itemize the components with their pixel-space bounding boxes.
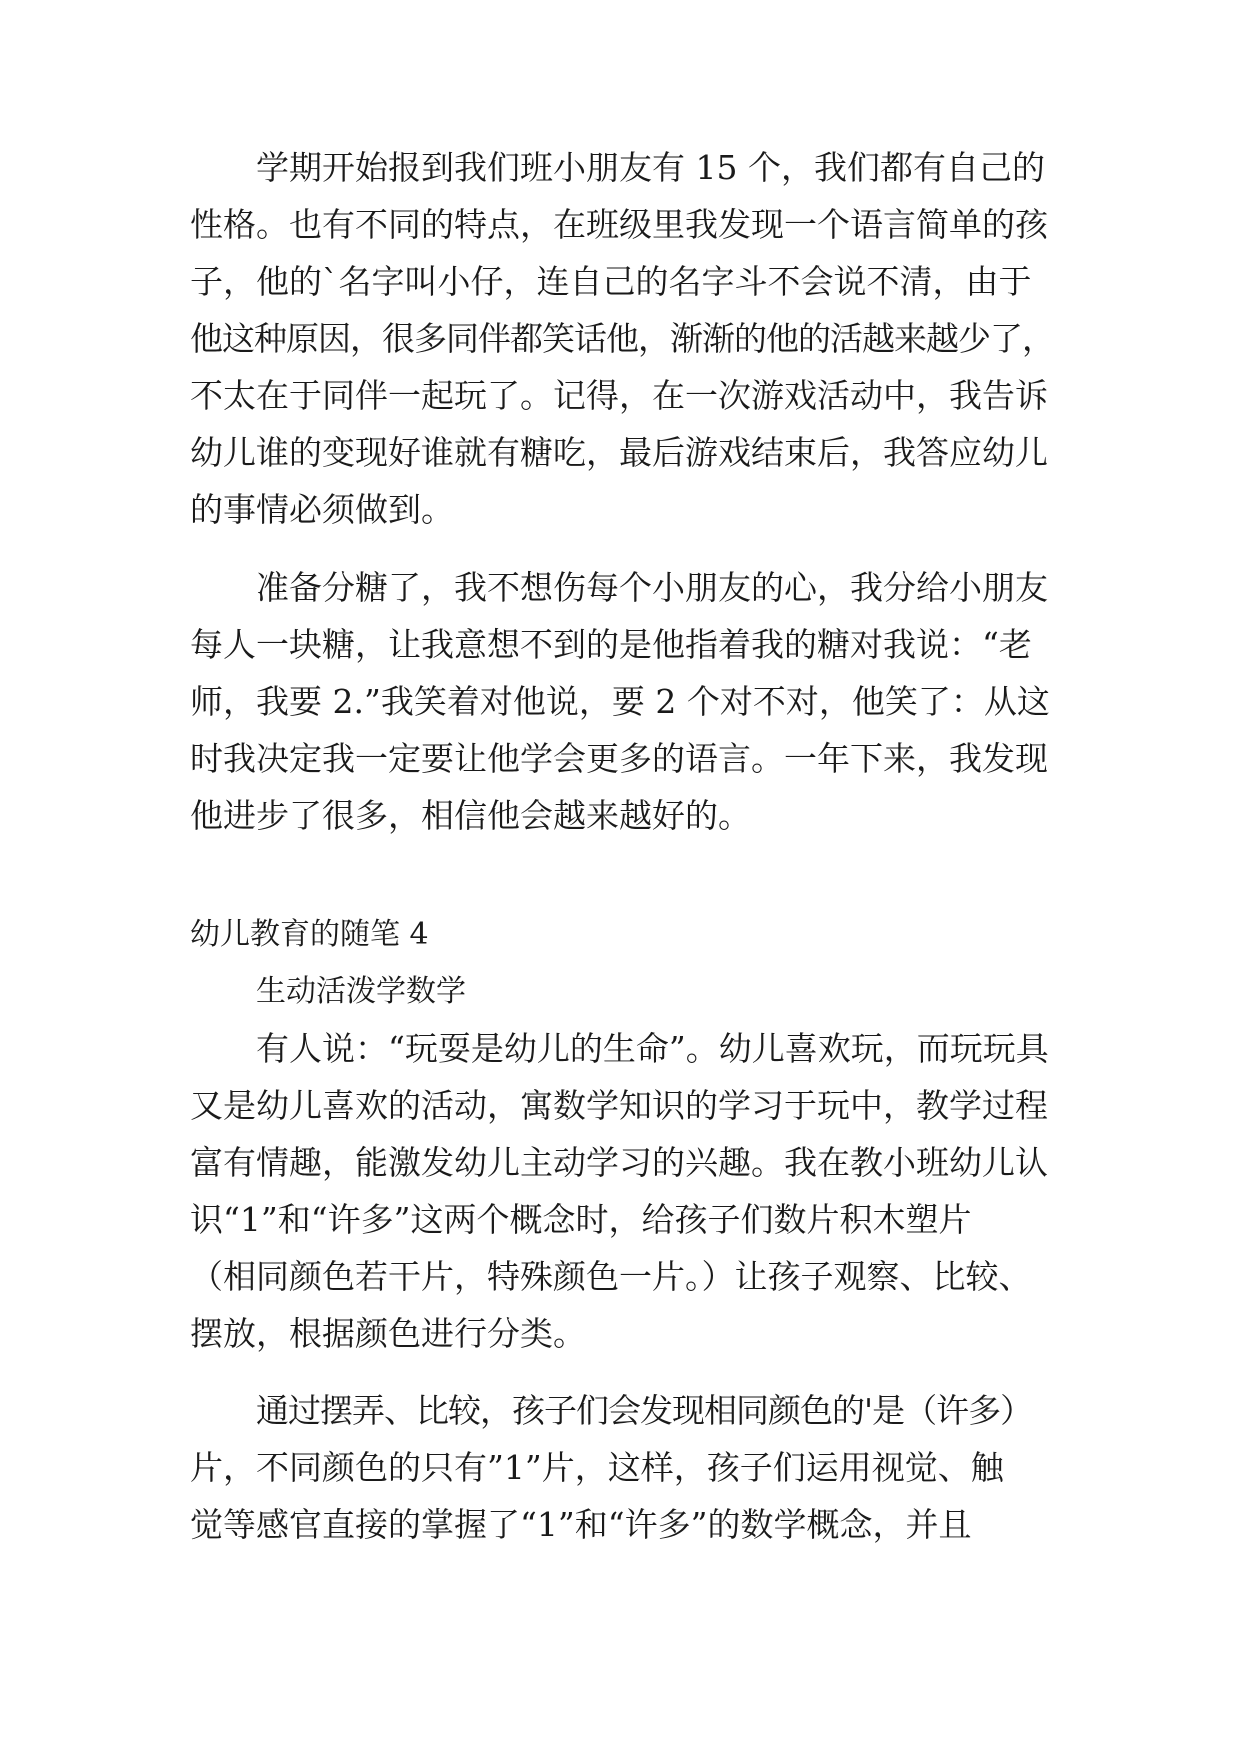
paragraph-3-line-6: 摆放，根据颜色进行分类。 xyxy=(190,1314,586,1353)
paragraph-3-line-3: 富有情趣，能激发幼儿主动学习的兴趣。我在教小班幼儿认 xyxy=(190,1143,1048,1182)
paragraph-1-line-3: 子，他的`名字叫小仔，连自己的名字斗不会说不清，由于 xyxy=(190,262,1032,301)
paragraph-1-line-5: 不太在于同伴一起玩了。记得，在一次游戏活动中，我告诉 xyxy=(190,376,1048,415)
paragraph-3-line-2: 又是幼儿喜欢的活动，寓数学知识的学习于玩中，教学过程 xyxy=(190,1086,1048,1125)
paragraph-2-line-2: 每人一块糖，让我意想不到的是他指着我的糖对我说：“老 xyxy=(190,625,1032,664)
paragraph-3-line-4: 识“1”和“许多”这两个概念时，给孩子们数片积木塑片 xyxy=(190,1200,972,1239)
paragraph-4-line-2: 片，不同颜色的只有”1”片，这样，孩子们运用视觉、触 xyxy=(190,1448,1004,1487)
paragraph-1-line-6: 幼儿谁的变现好谁就有糖吃，最后游戏结束后，我答应幼儿 xyxy=(190,433,1048,472)
paragraph-2-line-4: 时我决定我一定要让他学会更多的语言。一年下来，我发现 xyxy=(190,739,1048,778)
paragraph-2-line-1: 准备分糖了，我不想伤每个小朋友的心，我分给小朋友 xyxy=(256,568,1048,607)
paragraph-4-line-1: 通过摆弄、比较，孩子们会发现相同颜色的'是（许多） xyxy=(256,1391,1033,1430)
paragraph-2-line-3: 师，我要 2.”我笑着对他说，要 2 个对不对，他笑了：从这 xyxy=(190,682,1050,721)
paragraph-4-line-3: 觉等感官直接的掌握了“1”和“许多”的数学概念，并且 xyxy=(190,1505,972,1544)
paragraph-1-line-2: 性格。也有不同的特点，在班级里我发现一个语言简单的孩 xyxy=(190,205,1048,244)
section-heading: 幼儿教育的随笔 4 xyxy=(190,917,429,952)
paragraph-3-line-1: 有人说：“玩耍是幼儿的生命”。幼儿喜欢玩，而玩玩具 xyxy=(256,1029,1049,1068)
paragraph-2-line-5: 他进步了很多，相信他会越来越好的。 xyxy=(190,796,751,835)
paragraph-3-line-5: （相同颜色若干片，特殊颜色一片。）让孩子观察、比较、 xyxy=(190,1257,1032,1296)
paragraph-1-line-1: 学期开始报到我们班小朋友有 15 个，我们都有自己的 xyxy=(256,148,1045,187)
paragraph-1-line-7: 的事情必须做到。 xyxy=(190,490,454,529)
article-title: 生动活泼学数学 xyxy=(256,974,466,1009)
paragraph-1-line-4: 他这种原因，很多同伴都笑话他，渐渐的他的活越来越少了， xyxy=(190,319,1054,358)
